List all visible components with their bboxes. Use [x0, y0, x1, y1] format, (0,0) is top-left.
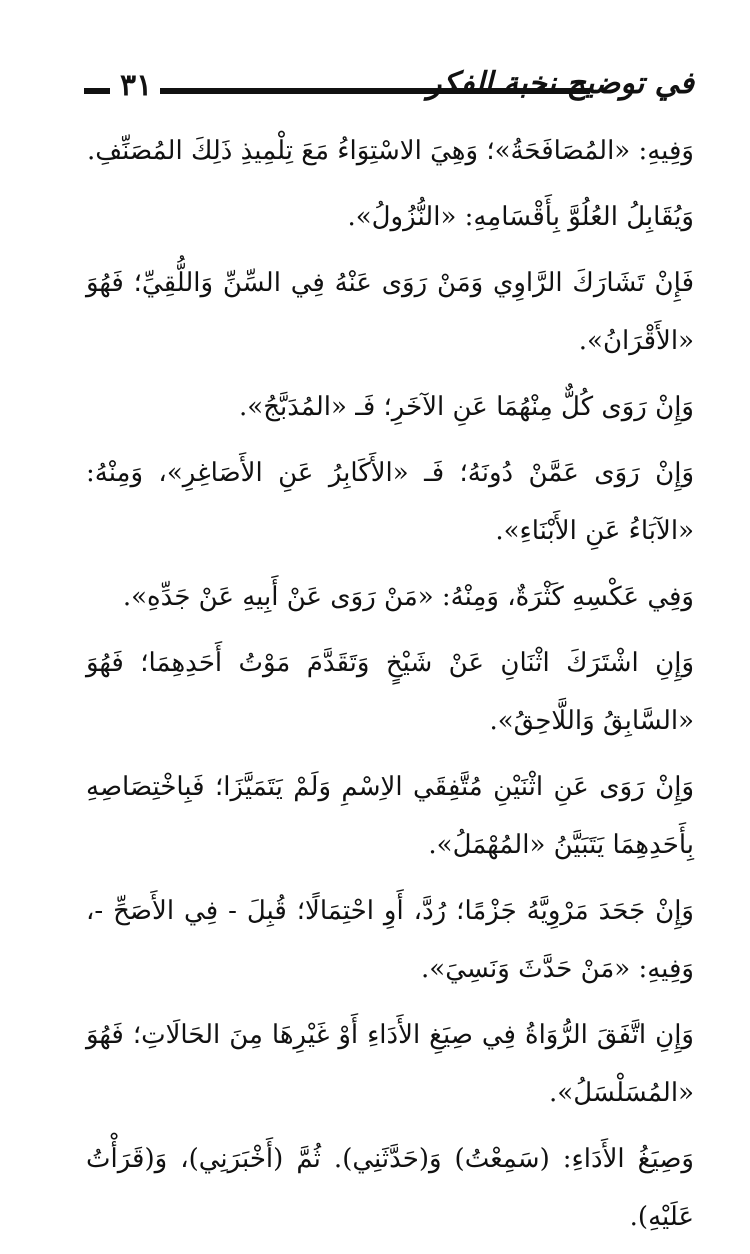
paragraph: فَإِنْ تَشَارَكَ الرَّاوِي وَمَنْ رَوَى عَنْهُ فِي السِّنِّ وَاللُّقِيِّ؛ فَهُوَ «الأَقْرَانُ». [86, 268, 694, 356]
paragraph: وَإِنِ اتَّفَقَ الرُّوَاةُ فِي صِيَغِ الأَدَاءِ أَوْ غَيْرِهَا مِنَ الحَالَاتِ؛ فَهُوَ «المُسَلْسَلُ». [86, 1020, 694, 1108]
page-header [84, 62, 694, 112]
paragraph: وَصِيَغُ الأَدَاءِ: (سَمِعْتُ) وَ(حَدَّثَنِي). ثُمَّ (أَخْبَرَنِي)، وَ(قَرَأْتُ عَلَيْهِ). [86, 1144, 694, 1232]
book-title: في توضيح نخبة الفكر [426, 66, 694, 101]
paragraph: وَفِيهِ: «المُصَافَحَةُ»؛ وَهِيَ الاسْتِوَاءُ مَعَ تِلْمِيذِ ذَلِكَ المُصَنِّفِ. [86, 136, 694, 166]
header-dash [84, 88, 110, 94]
paragraph: وَإِنْ رَوَى كُلٌّ مِنْهُمَا عَنِ الآخَرِ؛ فَـ «المُدَبَّجُ». [239, 392, 694, 422]
paragraph: وَإِنِ اشْتَرَكَ اثْنَانِ عَنْ شَيْخٍ وَتَقَدَّمَ مَوْتُ أَحَدِهِمَا؛ فَهُوَ «السَّابِقُ وَاللَّاحِقُ». [86, 648, 694, 736]
page-number: ٣١ [120, 68, 153, 103]
paragraph: وَفِي عَكْسِهِ كَثْرَةٌ، وَمِنْهُ: «مَنْ رَوَى عَنْ أَبِيهِ عَنْ جَدِّهِ». [122, 582, 694, 612]
paragraph: وَإِنْ جَحَدَ مَرْوِيَّهُ جَزْمًا؛ رُدَّ، أَوِ احْتِمَالًا؛ قُبِلَ - فِي الأَصَحِّ -، وَفِيهِ: «مَنْ حَدَّثَ وَنَسِيَ». [86, 896, 694, 984]
page-body [86, 122, 694, 1254]
paragraph: وَإِنْ رَوَى عَنِ اثْنَيْنِ مُتَّفِقَي الاِسْمِ وَلَمْ يَتَمَيَّزَا؛ فَبِاخْتِصَاصِهِ بِأَحَدِهِمَا يَتَبَيَّنُ «المُهْمَلُ». [86, 772, 694, 860]
paragraph: وَإِنْ رَوَى عَمَّنْ دُونَهُ؛ فَـ «الأَكَابِرُ عَنِ الأَصَاغِرِ»، وَمِنْهُ: «الآبَاءُ عَنِ الأَبْنَاءِ». [86, 458, 694, 546]
paragraph: وَيُقَابِلُ العُلُوَّ بِأَقْسَامِهِ: «النُّزُولُ». [347, 202, 694, 232]
